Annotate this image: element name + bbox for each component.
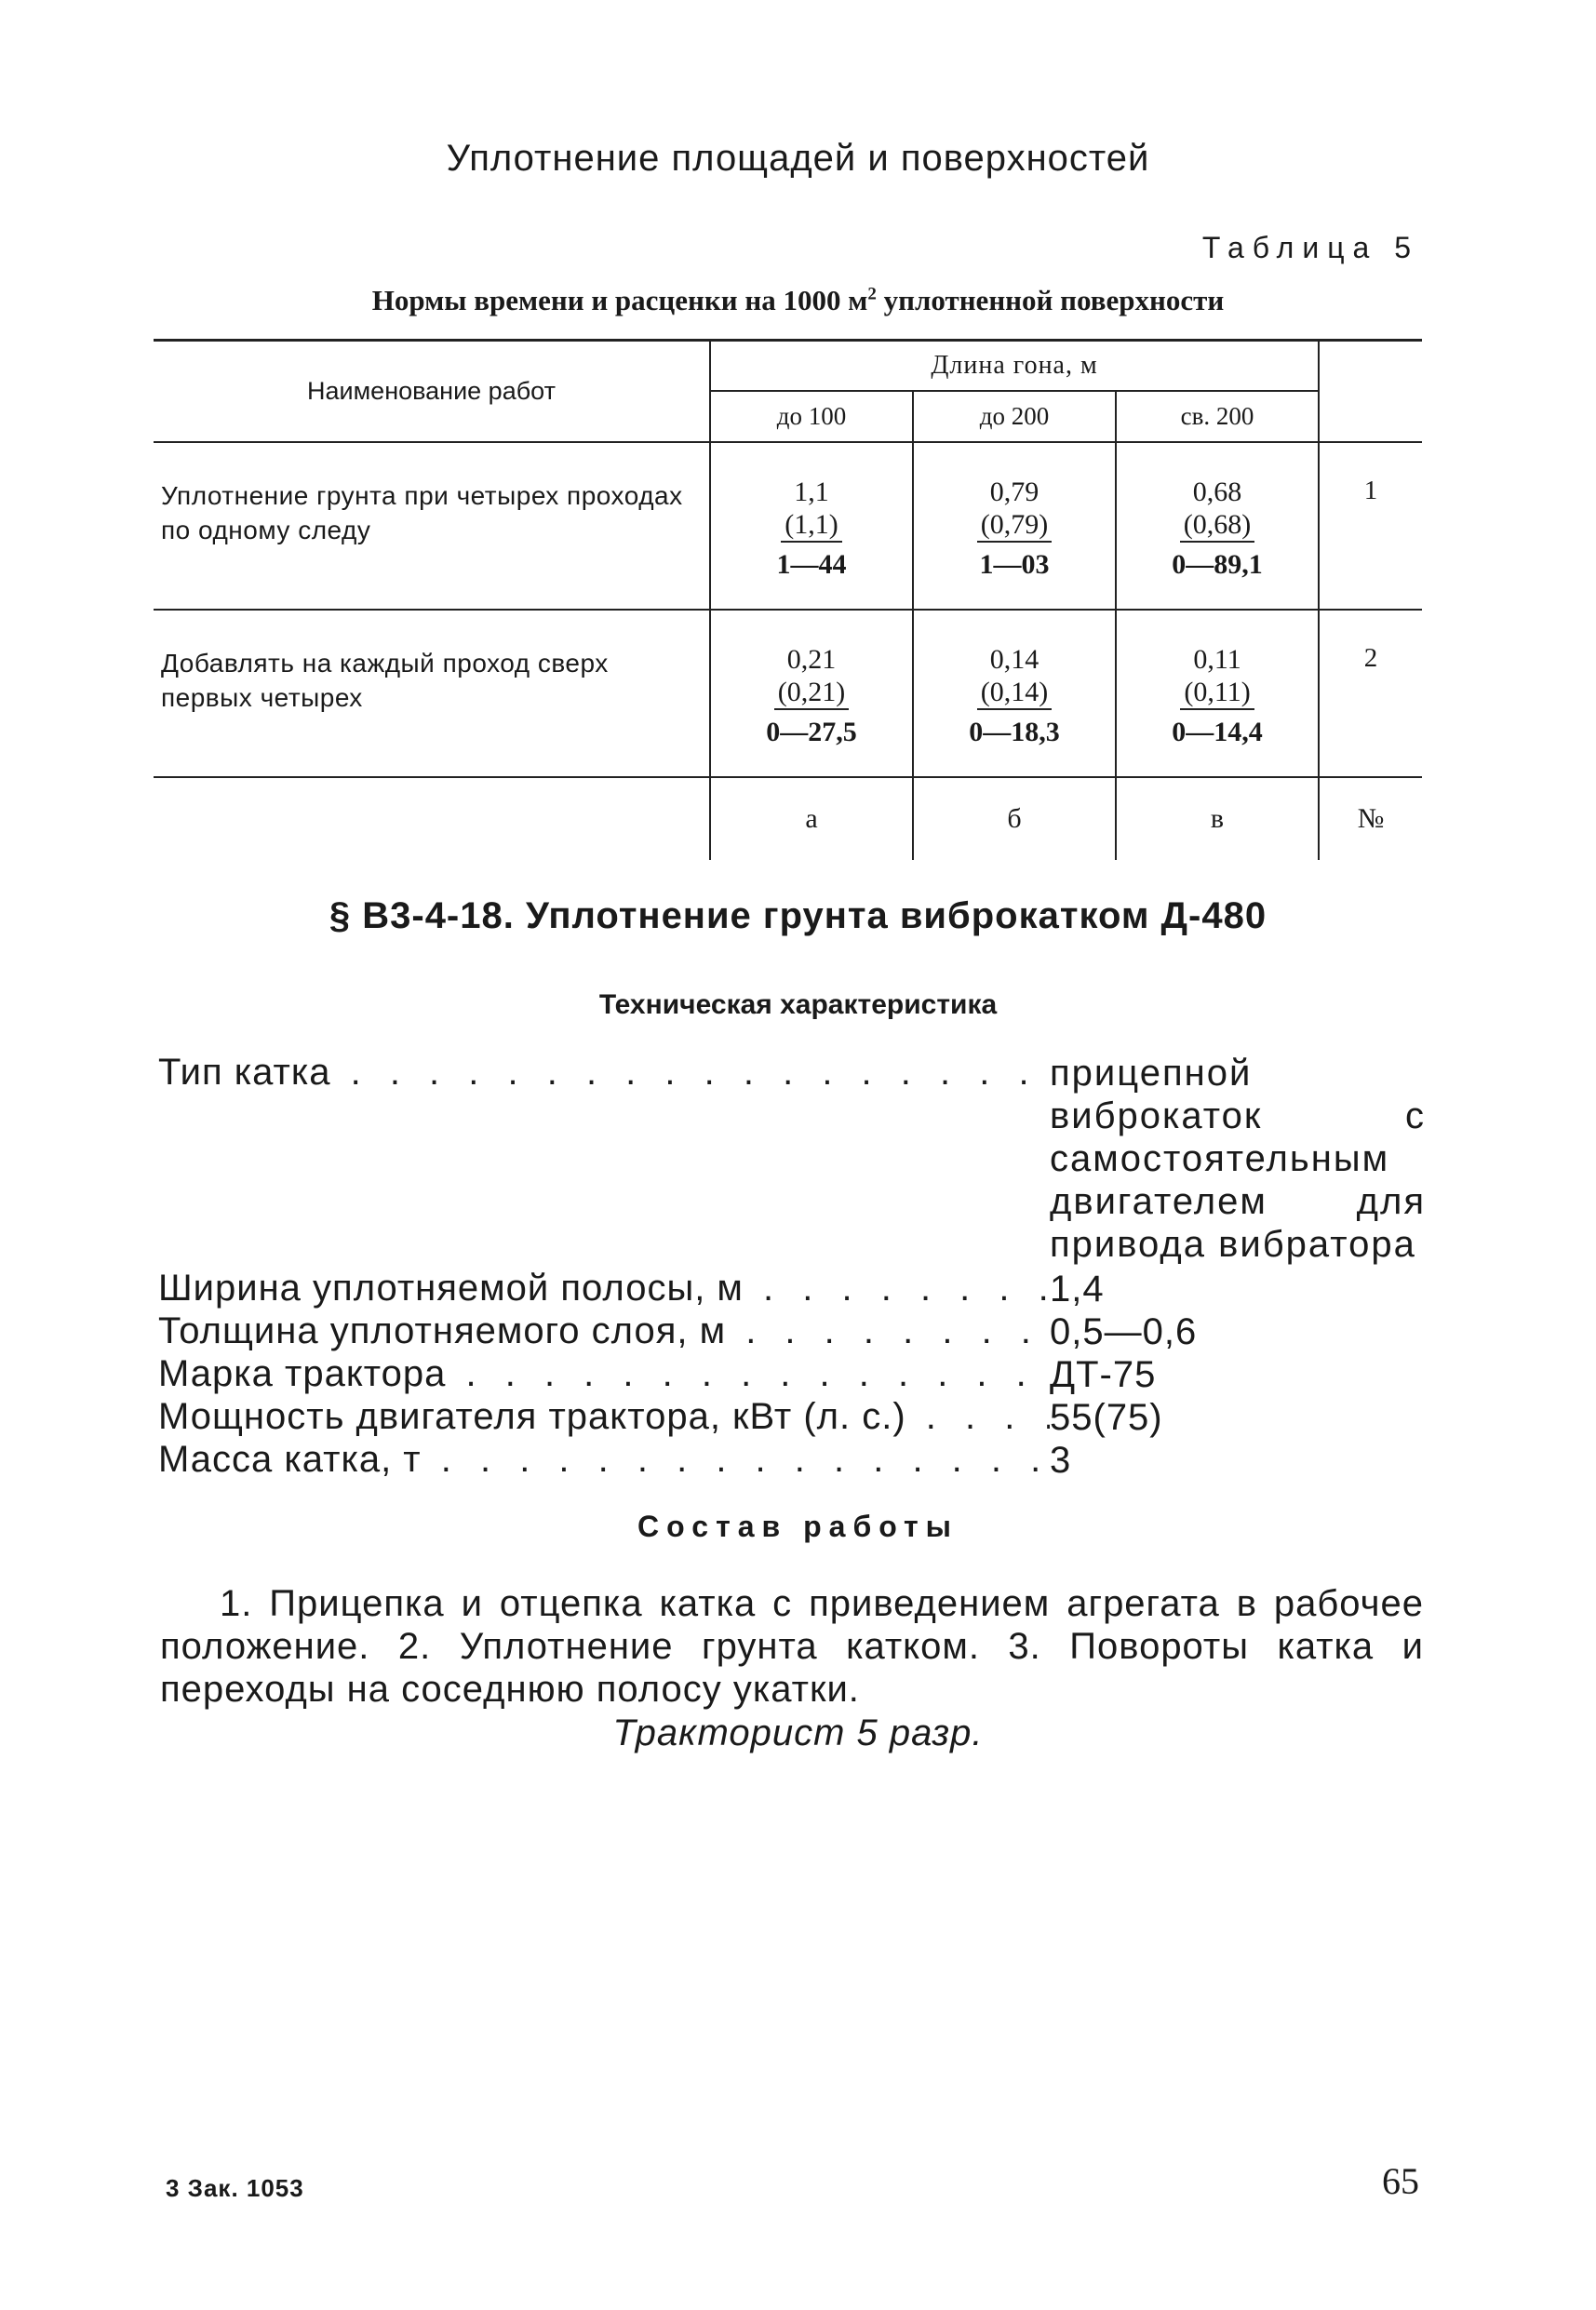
price-value: 0—89,1 bbox=[1172, 549, 1263, 580]
work-name: Добавлять на каждый проход сверх первых четырех bbox=[154, 610, 710, 777]
paren-value: (0,14) bbox=[977, 677, 1052, 710]
spec-value: 1,4 bbox=[1050, 1268, 1426, 1310]
price-value: 0—18,3 bbox=[969, 717, 1060, 747]
table-row bbox=[154, 610, 1422, 777]
paren-value: (0,21) bbox=[774, 677, 849, 710]
value-cell bbox=[913, 442, 1116, 610]
col-header: до 100 bbox=[710, 391, 913, 442]
table-number: Таблица 5 bbox=[1201, 231, 1419, 264]
paren-value: (0,11) bbox=[1180, 677, 1254, 710]
spec-label: Мощность двигателя трактора, кВт (л. с.) . . . bbox=[158, 1396, 1052, 1438]
price-value: 1—44 bbox=[776, 549, 847, 580]
column-letter: в bbox=[1116, 777, 1319, 860]
col-header: св. 200 bbox=[1116, 391, 1319, 442]
page-header: Уплотнение площадей и поверхностей bbox=[446, 138, 1150, 179]
work-description: 1. Прицепка и отцепка катка с приведением агрегата в рабочее положение. 2. Уплотнение грунта катком. 3. Повороты катка и переходы на соседнюю полосу укатки. bbox=[160, 1583, 1424, 1710]
spec-label: Масса катка, т . . . bbox=[158, 1439, 1052, 1481]
value-cell bbox=[1116, 610, 1319, 777]
spec-row bbox=[158, 1052, 1426, 1265]
value-cell bbox=[1116, 442, 1319, 610]
section-title: § В3-4-18. Уплотнение грунта виброкатком Д-480 bbox=[329, 895, 1267, 936]
col-header: до 200 bbox=[913, 391, 1116, 442]
number-column-header bbox=[1319, 341, 1422, 443]
table-caption-tail: уплотненной поверхности bbox=[876, 284, 1225, 316]
time-value: 0,11 bbox=[1193, 644, 1241, 675]
spec-value: 3 bbox=[1050, 1439, 1426, 1482]
norms-table bbox=[154, 339, 1422, 860]
paren-value: (0,79) bbox=[977, 509, 1052, 543]
row-number: 2 bbox=[1319, 610, 1422, 777]
spec-value: ДТ-75 bbox=[1050, 1353, 1426, 1396]
table-footer-row bbox=[154, 777, 1422, 860]
spec-label: Марка трактора . . . bbox=[158, 1353, 1052, 1395]
tech-heading: Техническая характеристика bbox=[598, 989, 998, 1020]
spec-label: Ширина уплотняемой полосы, м . . . bbox=[158, 1268, 1052, 1309]
spec-row bbox=[158, 1353, 1426, 1396]
spec-value: 55(75) bbox=[1050, 1396, 1426, 1439]
spec-label: Толщина уплотняемого слоя, м . . . bbox=[158, 1310, 1052, 1352]
time-value: 0,21 bbox=[786, 644, 837, 675]
value-cell bbox=[913, 610, 1116, 777]
table-row bbox=[154, 442, 1422, 610]
paren-value: (1,1) bbox=[781, 509, 841, 543]
col-name-header: Наименование работ bbox=[154, 341, 710, 443]
value-cell bbox=[710, 442, 913, 610]
paren-value: (0,68) bbox=[1180, 509, 1254, 543]
spec-row bbox=[158, 1396, 1426, 1439]
spec-row bbox=[158, 1268, 1426, 1310]
price-value: 0—14,4 bbox=[1172, 717, 1263, 747]
time-value: 0,14 bbox=[989, 644, 1039, 675]
spec-label: Тип катка . . . bbox=[158, 1052, 1052, 1094]
group-header: Длина гона, м bbox=[710, 341, 1319, 392]
table-caption-text: Нормы времени и расценки на 1000 м bbox=[371, 284, 868, 316]
worker-grade: Тракторист 5 разр. bbox=[612, 1712, 984, 1753]
column-letter: а bbox=[710, 777, 913, 860]
spec-row bbox=[158, 1439, 1426, 1482]
empty-cell bbox=[154, 777, 710, 860]
spec-row bbox=[158, 1310, 1426, 1353]
time-value: 0,79 bbox=[989, 477, 1039, 507]
spec-value: 0,5—0,6 bbox=[1050, 1310, 1426, 1353]
price-value: 0—27,5 bbox=[766, 717, 857, 747]
row-number: 1 bbox=[1319, 442, 1422, 610]
number-sign: № bbox=[1357, 803, 1385, 834]
work-heading: Состав работы bbox=[637, 1510, 959, 1543]
footer-order: 3 Зак. 1053 bbox=[166, 2174, 304, 2202]
time-value: 0,68 bbox=[1192, 477, 1242, 507]
time-value: 1,1 bbox=[794, 477, 829, 507]
spec-value: прицепной виброкаток с самостоятельным двигателем для привода вибратора bbox=[1050, 1053, 1426, 1265]
table-caption bbox=[0, 284, 1596, 317]
caption-superscript: 2 bbox=[867, 284, 877, 304]
page-number: 65 bbox=[1382, 2160, 1419, 2202]
price-value: 1—03 bbox=[979, 549, 1050, 580]
column-letter: б bbox=[913, 777, 1116, 860]
value-cell bbox=[710, 610, 913, 777]
work-name: Уплотнение грунта при четырех проходах по одному следу bbox=[154, 442, 710, 610]
